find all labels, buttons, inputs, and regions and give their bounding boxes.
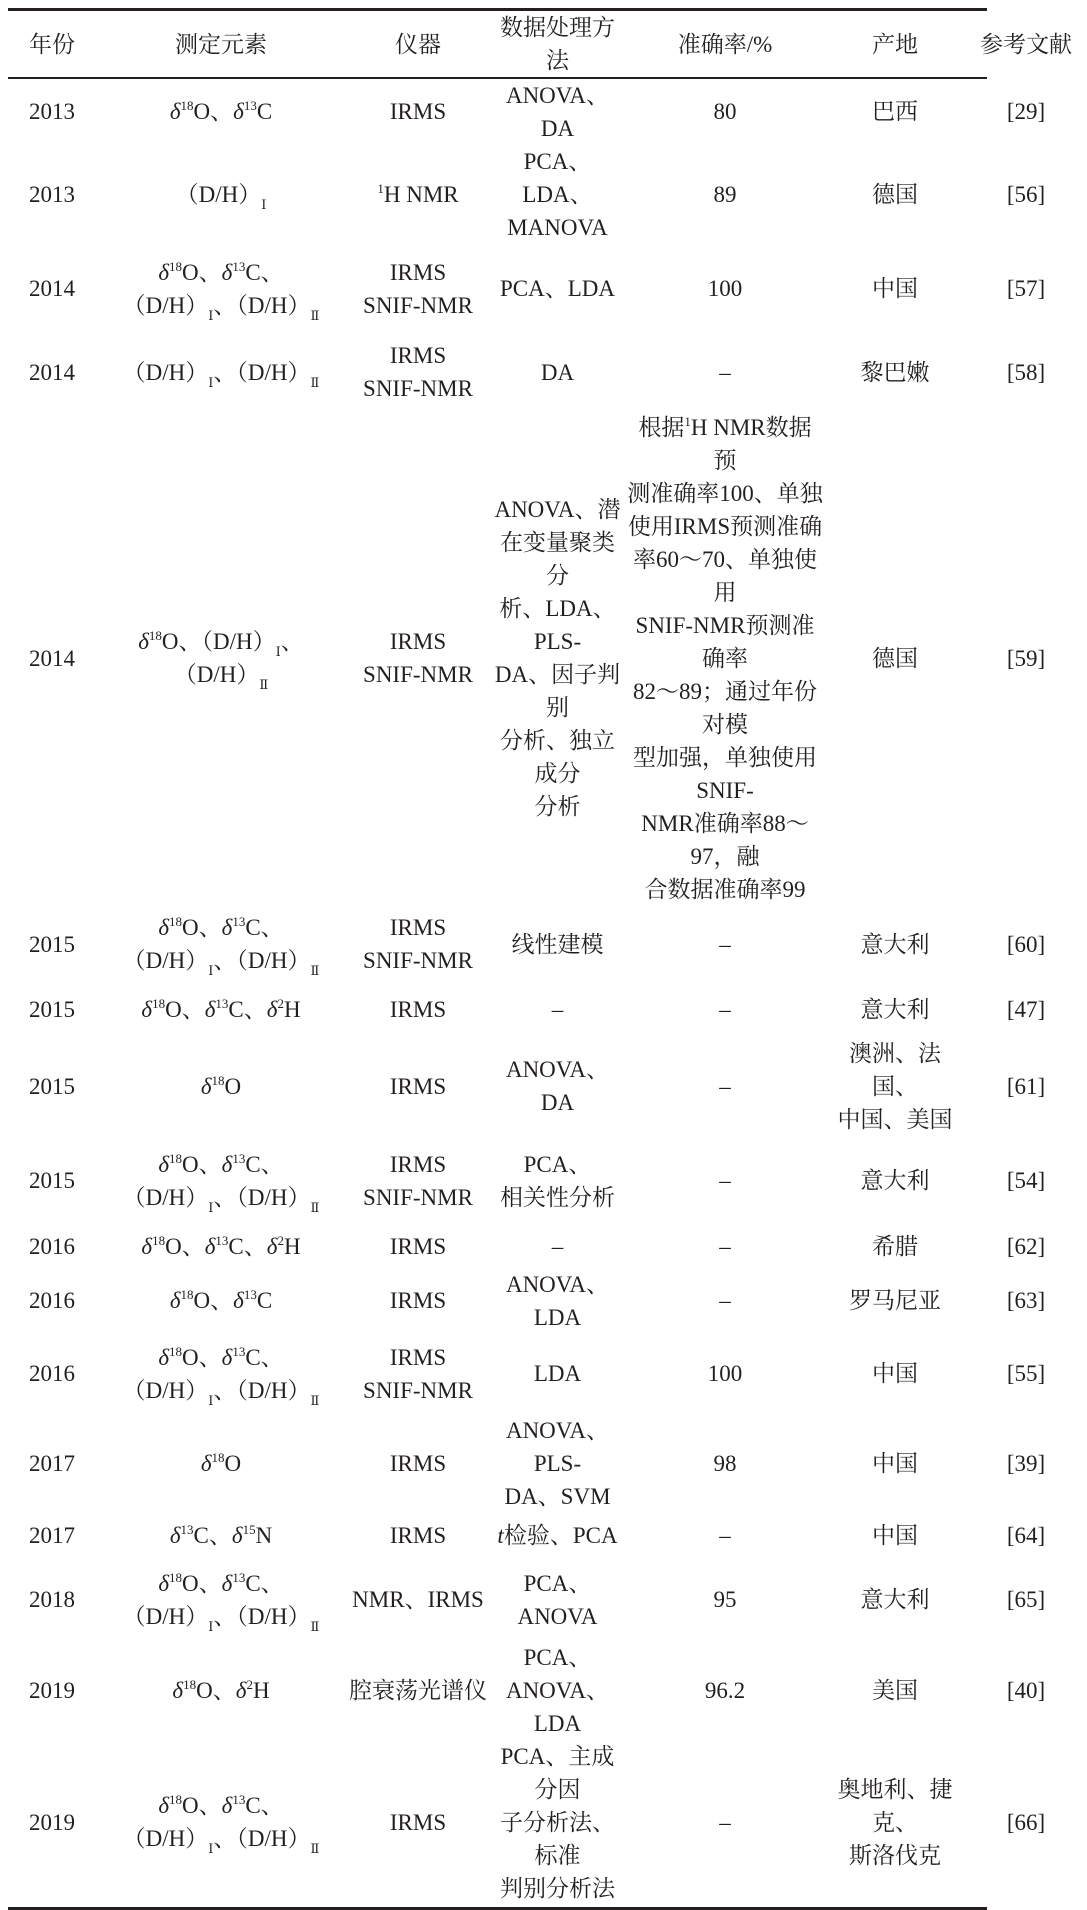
cell-elements: $\delta^{18}O$、$\delta^{13}C$、$\delta^2H$	[141, 1233, 301, 1259]
cell-reference: [61]	[1006, 1073, 1046, 1099]
cell-elements: $\delta^{18}O$	[200, 1449, 242, 1476]
header-instrument: 仪器	[395, 31, 441, 57]
cell-elements: $\delta^{18}O$、$(D/H)_Ⅰ$、 $(D/H)_Ⅱ$	[138, 628, 304, 692]
header-elements: 测定元素	[175, 31, 267, 57]
cell-instrument: IRMS	[389, 1073, 447, 1099]
cell-origin: 美国	[872, 1677, 918, 1703]
cell-elements: $\delta^{18}O$、$\delta^{13}C$	[169, 1287, 273, 1313]
cell-elements: $\delta^{18}O$、$\delta^{13}C$、 $(D/H)_Ⅰ$、$(D/H)_Ⅱ$	[122, 258, 320, 323]
cell-instrument: IRMS SNIF-NMR	[363, 629, 473, 687]
cell-reference: [29]	[1006, 99, 1046, 124]
table-row	[8, 1136, 1087, 1226]
cell-method: t检验、PCA	[497, 1523, 618, 1548]
cell-instrument: NMR、IRMS	[352, 1587, 484, 1612]
cell-year: 2017	[29, 1450, 75, 1476]
table-wrapper	[8, 8, 1072, 1910]
cell-instrument: IRMS SNIF-NMR	[363, 343, 473, 401]
cell-origin: 黎巴嫩	[860, 359, 930, 385]
table-row	[8, 1037, 1087, 1136]
cell-method: PCA、 相关性分析	[500, 1151, 615, 1210]
cell-year: 2016	[29, 1234, 75, 1259]
cell-accuracy: 96.2	[704, 1677, 746, 1703]
cell-elements: $(D/H)_Ⅰ$、$(D/H)_Ⅱ$	[122, 359, 320, 390]
cell-year: 2014	[29, 359, 75, 385]
cell-instrument: IRMS SNIF-NMR	[363, 1151, 473, 1210]
cell-year: 2013	[29, 181, 75, 207]
cell-origin: 中国	[872, 1450, 918, 1476]
cell-elements: $\delta^{18}O$、$\delta^{13}C$、$\delta^2H$	[141, 996, 301, 1022]
cell-method: 线性建模	[511, 931, 604, 957]
cell-instrument: IRMS	[389, 1234, 447, 1259]
cell-accuracy: –	[719, 931, 731, 957]
cell-method: –	[551, 997, 564, 1022]
cell-reference: [39]	[1006, 1450, 1046, 1476]
cell-reference: [47]	[1006, 997, 1046, 1022]
cell-instrument: 腔衰荡光谱仪	[349, 1677, 487, 1703]
cell-elements: $\delta^{18}O$、$\delta^{13}C$	[169, 98, 273, 124]
cell-reference: [65]	[1006, 1587, 1046, 1612]
cell-year: 2016	[29, 1361, 75, 1386]
header-row	[8, 11, 1087, 77]
cell-instrument: $^1$H NMR	[377, 180, 459, 207]
cell-accuracy: 80	[713, 99, 737, 124]
cell-year: 2015	[29, 1168, 75, 1193]
cell-method: ANOVA、DA	[505, 1057, 610, 1115]
cell-accuracy: –	[719, 1288, 731, 1313]
table-row	[8, 334, 1087, 411]
cell-reference: [57]	[1006, 276, 1046, 301]
cell-origin: 意大利	[860, 931, 930, 957]
header-method: 数据处理方法	[500, 15, 615, 73]
cell-instrument: IRMS	[389, 1450, 447, 1476]
cell-origin: 中国	[872, 1523, 918, 1548]
cell-origin: 罗马尼亚	[849, 1288, 941, 1313]
data-table-body	[8, 79, 1087, 1905]
cell-year: 2014	[29, 276, 75, 301]
table-header	[8, 11, 1087, 77]
cell-reference: [54]	[1006, 1168, 1046, 1193]
cell-year: 2015	[29, 1073, 75, 1099]
cell-method: ANOVA、PLS- DA、SVM	[504, 1417, 611, 1509]
cell-accuracy: –	[719, 1073, 731, 1099]
table-row	[8, 983, 1087, 1037]
cell-instrument: IRMS	[389, 1809, 447, 1835]
cell-elements: $\delta^{18}O$、$\delta^{13}C$、 $(D/H)_Ⅰ$、$(D/H)_Ⅱ$	[122, 1343, 320, 1408]
table-row	[8, 145, 1087, 244]
cell-method: –	[551, 1234, 564, 1259]
cell-accuracy: –	[719, 1168, 731, 1193]
cell-reference: [60]	[1006, 931, 1046, 957]
cell-instrument: IRMS SNIF-NMR	[363, 1344, 473, 1403]
cell-instrument: IRMS	[389, 1288, 447, 1313]
cell-accuracy: 89	[713, 181, 737, 207]
cell-origin: 德国	[872, 645, 918, 671]
cell-method: PCA、LDA	[499, 276, 615, 301]
cell-origin: 意大利	[860, 1587, 930, 1612]
cell-reference: [59]	[1006, 645, 1046, 671]
cell-elements: $\delta^{18}O$、$\delta^2H$	[172, 1676, 270, 1703]
cell-instrument: IRMS SNIF-NMR	[363, 915, 473, 973]
cell-accuracy: –	[719, 997, 731, 1022]
table-row	[8, 1559, 1087, 1641]
cell-origin: 希腊	[872, 1234, 918, 1259]
cell-instrument: IRMS	[389, 1523, 447, 1548]
cell-accuracy: 95	[713, 1587, 737, 1612]
cell-reference: [63]	[1006, 1288, 1046, 1313]
cell-year: 2013	[29, 99, 75, 124]
cell-reference: [40]	[1006, 1677, 1046, 1703]
cell-origin: 中国	[872, 276, 918, 301]
cell-year: 2016	[29, 1288, 75, 1313]
table-row	[8, 1226, 1087, 1268]
cell-origin: 中国	[872, 1361, 918, 1386]
cell-origin: 巴西	[872, 99, 918, 124]
header-origin: 产地	[872, 31, 918, 57]
table-row	[8, 1414, 1087, 1513]
table-row	[8, 1334, 1087, 1414]
cell-year: 2019	[29, 1809, 75, 1835]
cell-elements: $\delta^{13}C$、$\delta^{15}N$	[169, 1522, 273, 1548]
cell-year: 2019	[29, 1677, 75, 1703]
cell-year: 2015	[29, 997, 75, 1022]
cell-reference: [62]	[1006, 1234, 1046, 1259]
cell-elements: $\delta^{18}O$、$\delta^{13}C$、 $(D/H)_Ⅰ$、$(D/H)_Ⅱ$	[122, 1150, 320, 1215]
cell-reference: [55]	[1006, 1361, 1046, 1386]
cell-method: PCA、主成分因 子分析法、标准 判别分析法	[500, 1743, 615, 1901]
cell-elements: $\delta^{18}O$	[200, 1072, 242, 1099]
cell-method: LDA	[533, 1361, 582, 1386]
cell-accuracy: 98	[713, 1450, 737, 1476]
table-body	[8, 79, 1087, 1905]
data-table	[8, 11, 1087, 77]
cell-reference: [56]	[1006, 181, 1046, 207]
cell-reference: [66]	[1006, 1809, 1046, 1835]
cell-method: PCA、 ANOVA	[517, 1570, 598, 1629]
cell-accuracy: –	[719, 1523, 731, 1548]
cell-accuracy: 根据$^1$H NMR数据预 测准确率100、单独 使用IRMS预测准确 率60～70、单独使用 SNIF-NMR预测准确率 82～89；通过年份对模 型加强，单独使用SNIF- NMR准确率88～97，融 合数据准确率99	[627, 413, 823, 902]
cell-reference: [64]	[1006, 1523, 1046, 1548]
cell-accuracy: 100	[707, 276, 743, 301]
cell-accuracy: –	[719, 1809, 731, 1835]
cell-instrument: IRMS	[389, 997, 447, 1022]
table-row	[8, 1641, 1087, 1740]
table-row	[8, 1740, 1087, 1905]
header-reference: 参考文献	[980, 31, 1072, 57]
table-row	[8, 906, 1087, 983]
cell-origin: 意大利	[860, 997, 930, 1022]
cell-origin: 澳洲、法国、 中国、美国	[837, 1040, 953, 1132]
header-accuracy: 准确率/%	[677, 31, 773, 57]
cell-elements: $\delta^{18}O$、$\delta^{13}C$、 $(D/H)_Ⅰ$、$(D/H)_Ⅱ$	[122, 914, 320, 978]
cell-origin: 意大利	[860, 1168, 930, 1193]
cell-year: 2018	[29, 1587, 75, 1612]
cell-reference: [58]	[1006, 359, 1046, 385]
cell-method: DA	[540, 359, 575, 385]
cell-year: 2015	[29, 931, 75, 957]
cell-accuracy: –	[719, 359, 731, 385]
cell-method: PCA、LDA、 MANOVA	[507, 148, 608, 240]
cell-elements: $\delta^{18}O$、$\delta^{13}C$、 $(D/H)_Ⅰ$、$(D/H)_Ⅱ$	[122, 1569, 320, 1634]
table-row	[8, 244, 1087, 334]
cell-accuracy: –	[719, 1234, 731, 1259]
cell-method: ANOVA、潜 在变量聚类分 析、LDA、PLS- DA、因子判别 分析、独立成分 分析	[494, 497, 621, 819]
cell-origin: 德国	[872, 181, 918, 207]
cell-year: 2017	[29, 1523, 75, 1548]
cell-method: PCA、 ANOVA、LDA	[505, 1644, 610, 1736]
table-row	[8, 411, 1087, 906]
cell-instrument: IRMS SNIF-NMR	[363, 259, 473, 318]
cell-elements: $(D/H)_Ⅰ$	[175, 181, 267, 212]
cell-accuracy: 100	[707, 1361, 743, 1386]
cell-elements: $\delta^{18}O$、$\delta^{13}C$、 $(D/H)_Ⅰ$、$(D/H)_Ⅱ$	[122, 1792, 320, 1856]
table-row	[8, 1513, 1087, 1559]
table-row	[8, 1268, 1087, 1334]
cell-instrument: IRMS	[389, 99, 447, 124]
table-row	[8, 79, 1087, 145]
cell-method: ANOVA、LDA	[505, 1271, 610, 1330]
header-year: 年份	[29, 31, 75, 57]
bottom-rule	[8, 1907, 987, 1910]
cell-year: 2014	[29, 645, 75, 671]
cell-method: ANOVA、DA	[505, 82, 610, 141]
cell-origin: 奥地利、捷克、 斯洛伐克	[837, 1776, 953, 1868]
